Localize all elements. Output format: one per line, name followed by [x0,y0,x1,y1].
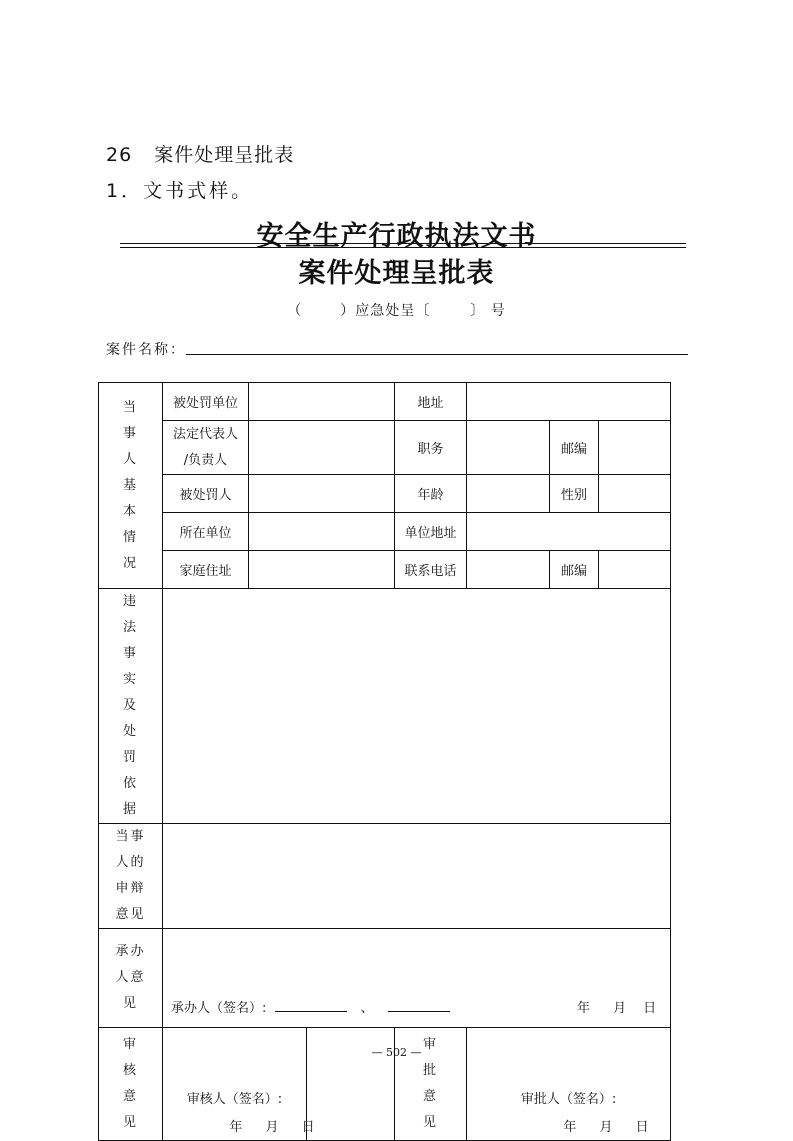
document-title-line1: 安全生产行政执法文书 [256,221,537,252]
age-label: 年龄 [395,475,467,513]
review-spacer [307,1028,395,1141]
review-opinion-field[interactable] [163,1028,317,1141]
unit-address-field[interactable] [467,513,671,551]
handler-sign-label: 承办人（签名）: [171,1001,267,1016]
handler-separator: 、 [360,1001,374,1016]
work-unit-label: 所在单位 [163,513,249,551]
work-unit-field[interactable] [249,513,395,551]
document-title-line2: 案件处理呈批表 [298,258,495,289]
handler-date: 年 月 日 [577,1001,659,1016]
approval-form-table [98,382,671,1141]
gender-field[interactable] [599,475,671,513]
handler-sign [171,997,450,1016]
phone-field[interactable] [467,551,550,589]
home-address-label: 家庭住址 [163,551,249,589]
gender-label: 性别 [550,475,599,513]
penalized-person-field[interactable] [249,475,395,513]
postcode-label-1: 邮编 [550,421,599,475]
position-field[interactable] [467,421,550,475]
defense-field[interactable] [163,824,671,929]
approval-label: 审批意见 [395,1028,467,1141]
case-name-line[interactable] [186,354,688,355]
title-rule-bottom [120,247,686,248]
home-address-field[interactable] [249,551,395,589]
postcode-field-2[interactable] [599,551,671,589]
handler-label: 承办人意见 [99,929,163,1028]
facts-field[interactable] [163,589,671,824]
phone-label: 联系电话 [395,551,467,589]
postcode-field-1[interactable] [599,421,671,475]
penalized-person-label: 被处罚人 [163,475,249,513]
review-sign: 审核人（签名）: [186,1092,283,1107]
facts-label: 违法事实及处罚依据 [99,589,163,824]
approval-date: 年 月 日 [563,1120,651,1135]
address-field[interactable] [467,383,671,421]
document-number [0,300,793,320]
title-rule-top [120,243,686,244]
party-section-label: 当事人基本情况 [99,383,163,589]
page-number: — 502 — [371,1046,422,1059]
review-date: 年 月 日 [229,1120,317,1135]
case-name-label: 案件名称： [106,342,186,358]
handler-sign-line-2[interactable] [388,999,450,1012]
postcode-label-2: 邮编 [550,551,599,589]
position-label: 职务 [395,421,467,475]
handler-sign-line-1[interactable] [275,999,347,1012]
unit-address-label: 单位地址 [395,513,467,551]
handler-opinion-field[interactable] [163,929,671,1028]
approval-opinion-field[interactable] [467,1028,671,1141]
legal-rep-field[interactable] [249,421,395,475]
legal-rep-label: 法定代表人 /负责人 [163,421,249,475]
section-heading [106,140,294,167]
defense-label: 当事人的申辩意见 [99,824,163,929]
review-label: 审核意见 [99,1028,163,1141]
sub-heading: 1．文书式样。 [106,180,254,202]
penalized-unit-label: 被处罚单位 [163,383,249,421]
penalized-unit-field[interactable] [249,383,395,421]
age-field[interactable] [467,475,550,513]
section-number: 26 [106,144,133,166]
number-mid: ）应急处呈〔 [340,303,431,319]
section-title: 案件处理呈批表 [154,144,295,166]
address-label: 地址 [395,383,467,421]
number-close: 〕 号 [470,303,506,319]
approval-sign: 审批人（签名）: [520,1092,617,1107]
number-open: （ [287,303,303,319]
